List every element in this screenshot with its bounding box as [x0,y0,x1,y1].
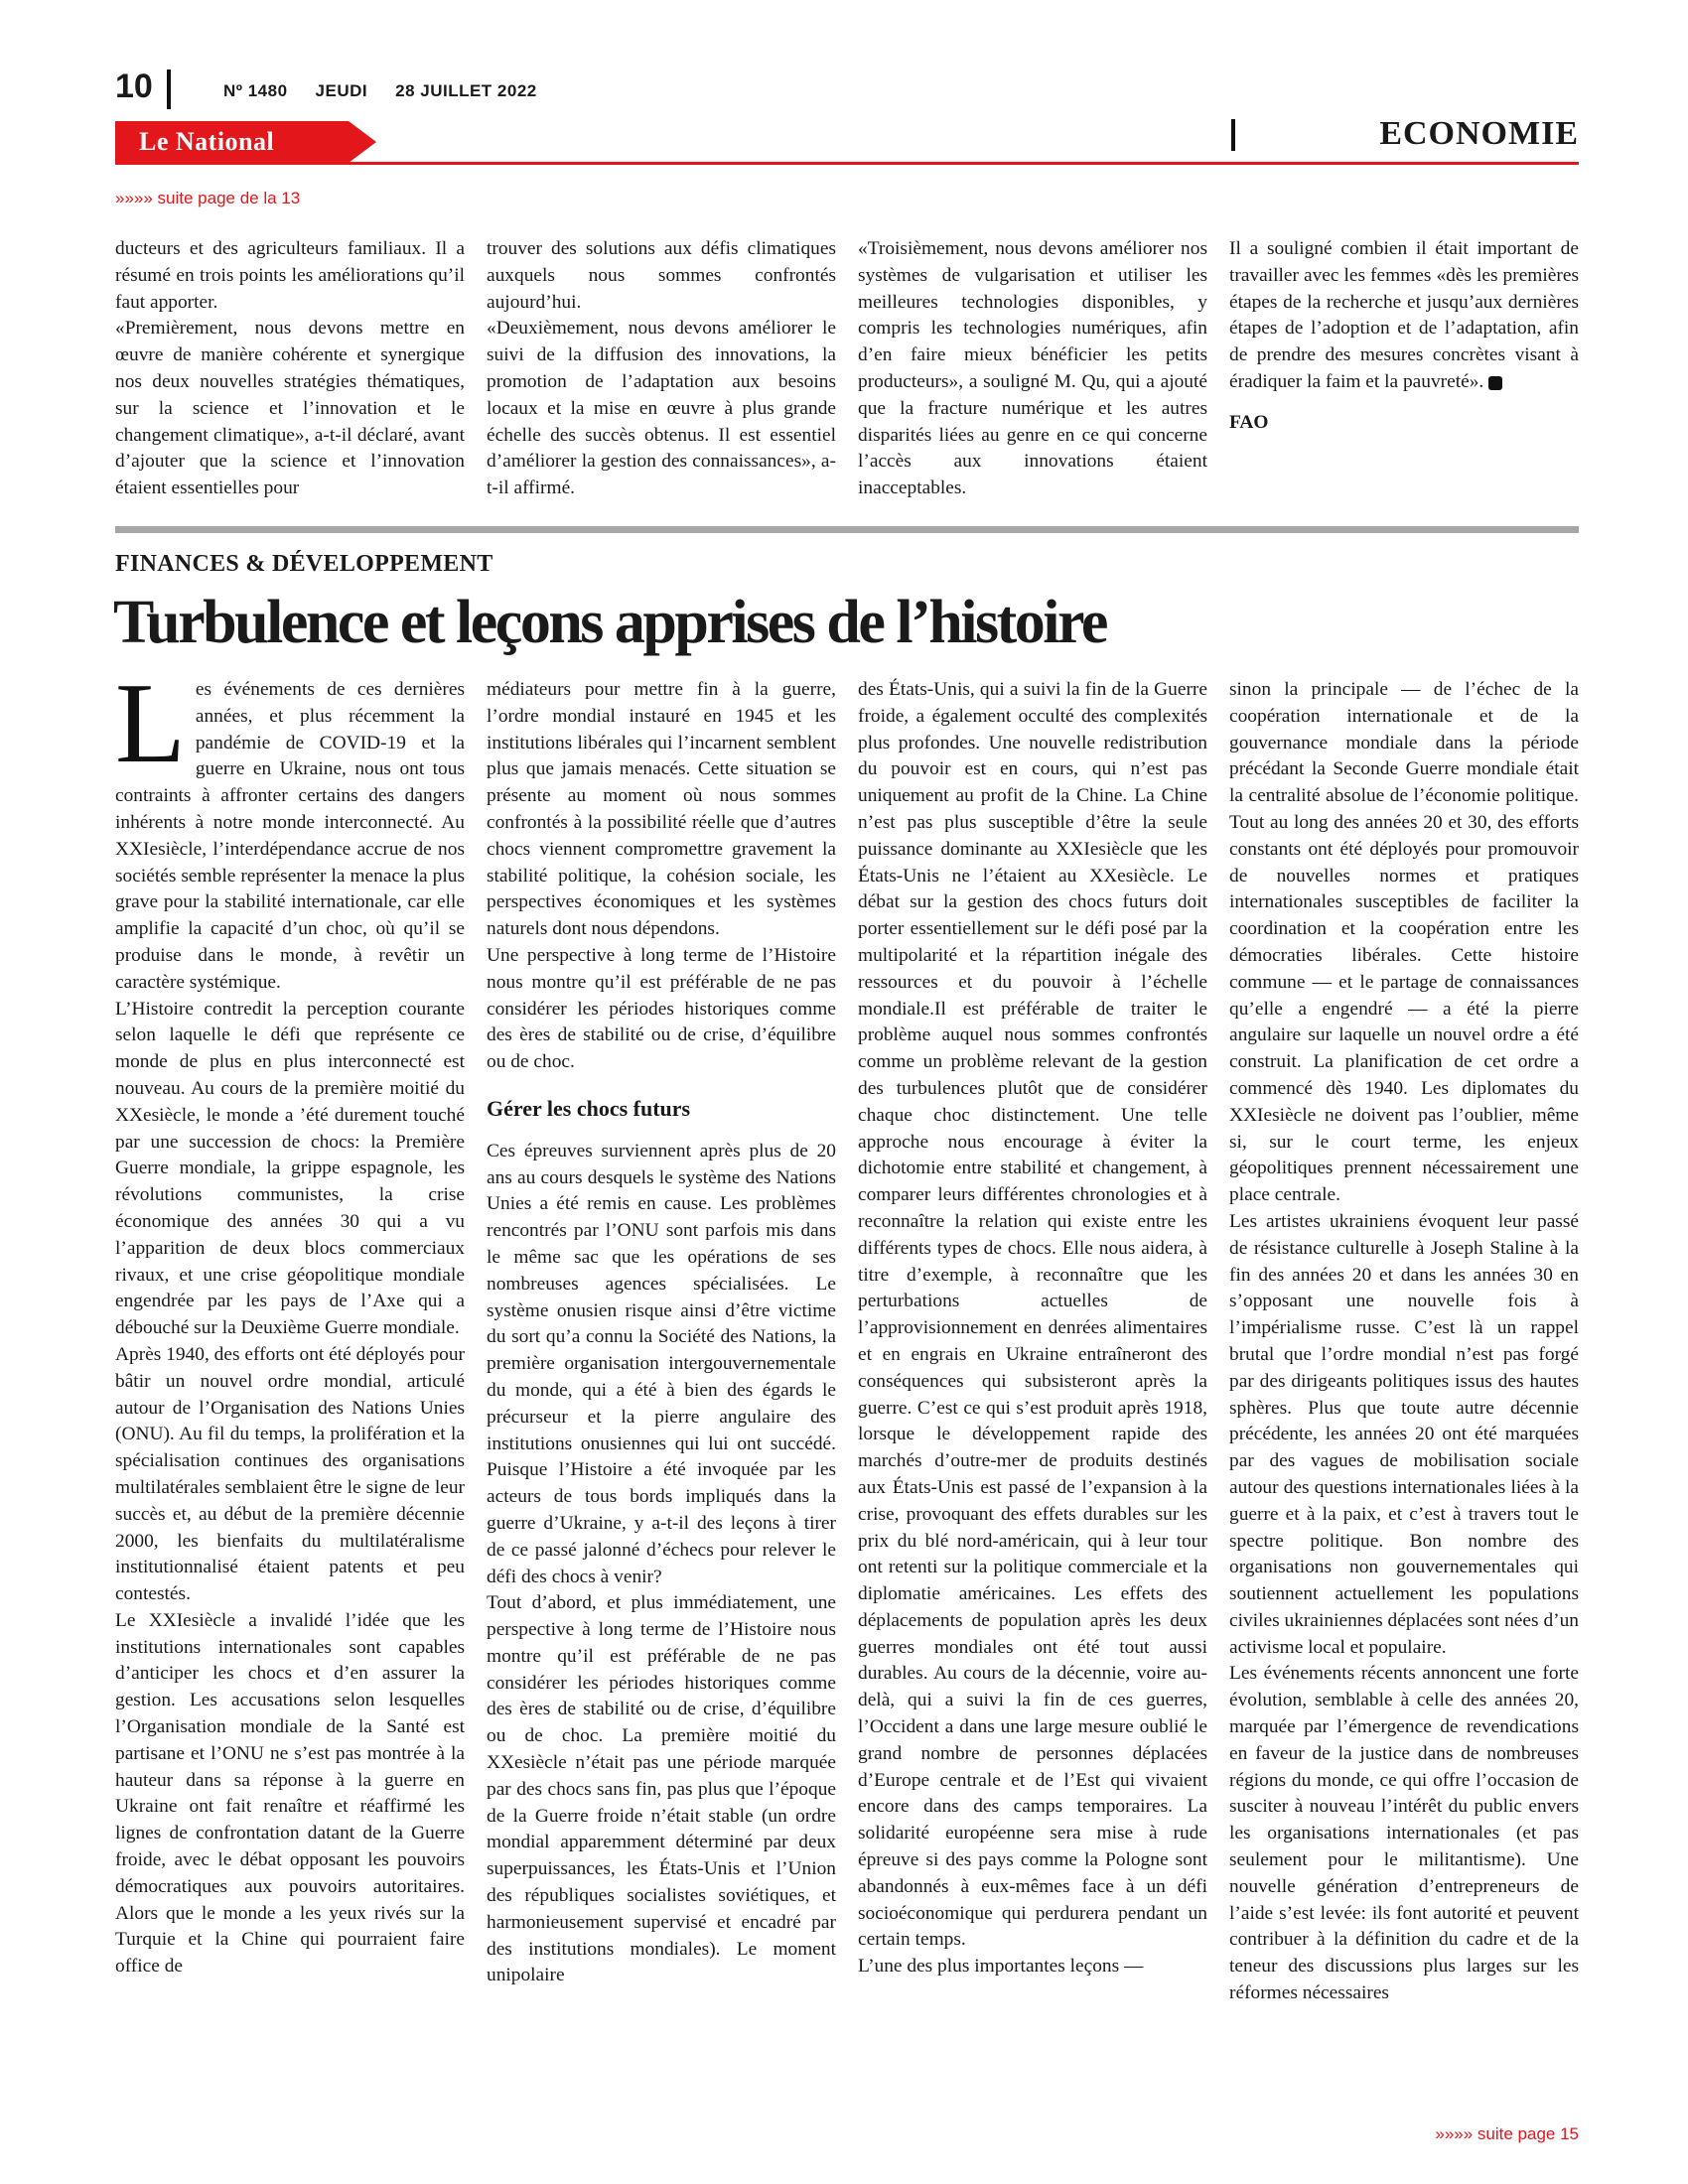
article-col-1 [115,660,465,1980]
paragraph: Il a souligné combien il était important de travailler avec les femmes «dès les premières étapes de la recherche et jusqu’aux dernières étapes de l’adoption et de l’adaptation, afin de prendre des mesures concrètes visant à éradiquer la faim et la pauvreté». [1229,238,1579,392]
drop-cap: L [115,660,186,787]
brand-logo: Le National [139,127,275,156]
issue-date: 28 JUILLET 2022 [395,81,537,100]
page-number: 10 [115,68,153,105]
prev-article-col-4 [1229,236,1579,437]
prev-article-col-2 [487,236,836,502]
section-title: ECONOMIE [1379,115,1579,152]
end-mark-icon [1488,376,1502,390]
page-number-divider [167,69,171,109]
header-red-rule [115,162,1579,165]
paragraph: «Troisièmement, nous devons améliorer nos systèmes de vulgarisation et utiliser les meilleures technologies disponibles, y compris les technologies numériques, afin d’en faire mieux bénéficier les petits producteurs», a souligné M. Qu, qui a ajouté que la fracture numérique et les autres disparités liées au genre en ce qui concerne l’accès aux innovations étaient inacceptables. [858,238,1207,499]
issue-day: JEUDI [315,81,368,100]
continued-to: »»»» suite page 15 [1429,2124,1579,2144]
paragraph: Le XXIesiècle a invalidé l’idée que les institutions internationales sont capables d’anticiper les chocs et d’en assurer la gestion. Les accusations selon lesquelles l’Organisation mondiale de la Santé est partisane et l’ONU ne s’est pas montrée à la hauteur dans sa réponse à la guerre en Ukraine ont fait renaître et réaffirmé les lignes de confrontation datant de la Guerre froide, avec le débat opposant les pouvoirs démocratiques aux pouvoirs autoritaires. Alors que le monde a les yeux rivés sur la Turquie et la Chine qui pourraient faire office de [115,1609,465,1978]
paragraph: Les événements récents annoncent une forte évolution, semblable à celle des années 20, marquée par l’émergence de revendications en faveur de la justice dans de nombreuses régions du monde, ce qui offre l’occasion de susciter à nouveau l’intérêt du public envers les organisations internationales (et pas seulement pour le militantisme). Une nouvelle génération d’entrepreneurs de l’aide s’est levée: ils font autorité et peuvent contribuer à la définition du cadre et de la teneur des discussions plus larges sur les réformes nécessaires [1229,1663,1579,2004]
section-divider [1231,119,1235,151]
article-col-2 [487,677,836,1989]
issue-line [223,81,565,101]
article-headline: Turbulence et leçons apprises de l’histoire [113,589,1106,656]
paragraph: «Premièrement, nous devons mettre en œuvre de manière cohérente et synergique nos deux nouvelles stratégies thématiques, sur la science et l’innovation et le changement climatique», a-t-il déclaré, avant d’ajouter que la science et l’innovation étaient essentielles pour [115,318,465,499]
continued-from: »»»» suite page de la 13 [115,189,301,207]
article-separator [115,526,1579,533]
article-col-3 [858,677,1207,1980]
paragraph: ducteurs et des agriculteurs familiaux. Il a résumé en trois points les améliorations qu’il faut apporter. [115,238,465,313]
issue-number: Nº 1480 [223,81,288,100]
paragraph: L’une des plus importantes leçons — [858,1956,1144,1978]
paragraph: sinon la principale — de l’échec de la coopération internationale et de la gouvernance mondiale dans la période précédant la Seconde Guerre mondiale était la centralité absolue de l’économie politique. Tout au long des années 20 et 30, des efforts constants ont été déployés pour promouvoir de nouvelles normes et pratiques internationales susceptibles de faciliter la coordination et la coopération entre les démocraties libérales. Cette histoire commune — et le partage de connaissances qu’elle a engendré — a été la pierre angulaire sur laquelle un nouvel ordre a été construit. La planification de cet ordre a commencé dès 1940. Les diplomates du XXIesiècle ne doivent pas l’oublier, même si, sur le court terme, les enjeux géopolitiques prennent nécessairement une place centrale. [1229,679,1579,1206]
paragraph: Une perspective à long terme de l’Histoire nous montre qu’il est préférable de ne pas considérer les périodes historiques comme des ères de stabilité ou de crise, d’équilibre ou de choc. [487,944,836,1073]
prev-article-col-3 [858,236,1207,502]
paragraph: Tout d’abord, et plus immédiatement, une perspective à long terme de l’Histoire nous montre qu’il est préférable de ne pas considérer les périodes historiques comme des ères de stabilité ou de crise, d’équilibre ou de choc. La première moitié du XXesiècle n’était pas une période marquée par des chocs sans fin, pas plus que l’époque de la Guerre froide n’était stable (un ordre mondial apparemment déterminé par deux superpuissances, les États-Unis et l’Union des républiques socialistes soviétiques, et harmonieusement supervisé et encadré par des institutions mondiales). Le moment unipolaire [487,1592,836,1986]
paragraph: trouver des solutions aux défis climatiques auxquels nous sommes confrontés aujourd’hui. [487,238,836,313]
article-subhead: Gérer les chocs futurs [487,1095,691,1121]
signature: FAO [1229,411,1269,433]
paragraph: médiateurs pour mettre fin à la guerre, l’ordre mondial instauré en 1945 et les institutions libérales qui l’incarnent semblent plus que jamais menacés. Cette situation se présente au moment où nous sommes confrontés à la possibilité réelle que d’autres chocs viennent compromettre gravement la stabilité politique, la cohésion sociale, les perspectives économiques et les systèmes naturels dont nous dépendons. [487,679,836,940]
paragraph: des États-Unis, qui a suivi la fin de la Guerre froide, a également occulté des complexités plus profondes. Une nouvelle redistribution du pouvoir est en cours, qui n’est pas uniquement au profit de la Chine. La Chine n’est pas plus susceptible d’être la seule puissance dominante au XXIesiècle que les États-Unis ne l’étaient au XXesiècle. Le débat sur la gestion des chocs futurs doit porter essentiellement sur le défi posé par la multipolarité et la répartition inégale des ressources et du pouvoir à l’échelle mondiale.Il est préférable de traiter le problème auquel nous sommes confrontés comme un problème relevant de la gestion des turbulences plutôt que de considérer chaque choc distinctement. Une telle approche nous encourage à éviter la dichotomie entre stabilité et changement, à comparer leurs différentes chronologies et à reconnaître la relation qui existe entre les différents types de chocs. Elle nous aidera, à titre d’exemple, à reconnaître que les perturbations actuelles de l’approvisionnement en denrées alimentaires et en engrais en Ukraine entraîneront des conséquences qui subsisteront après la guerre. C’est ce qui s’est produit après 1918, lorsque le développement rapide des marchés d’outre-mer de produits destinés aux États-Unis est passé de l’expansion à la crise, provoquant des effets durables sur les prix du blé nord-américain, qui à leur tour ont retenti sur la politique commerciale et la diplomatie américaines. Les effets des déplacements de population après les deux guerres mondiales ont été tout aussi durables. Au cours de la décennie, voire au-delà, qui a suivi la fin de ces guerres, l’Occident a dans une large mesure oublié le grand nombre de personnes déplacées d’Europe centrale et de l’Est qui vivaient encore dans des camps temporaires. La solidarité européenne sera mise à rude épreuve si des pays comme la Pologne sont abandonnés à eux-mêmes face à un défi socioéconomique qui perdurera pendant un certain temps. [858,679,1207,1951]
paragraph: Ces épreuves surviennent après plus de 20 ans au cours desquels le système des Nations Unies a été remis en cause. Les problèmes rencontrés par l’ONU sont parfois mis dans le même sac que les opérations de ses nombreuses agences spécialisées. Le système onusien risque ainsi d’être victime du sort qu’a connu la Société des Nations, la première organisation intergouvernementale du monde, qui a été à bien des égards le précurseur et la pierre angulaire des institutions onusiennes qui lui ont succédé. Puisque l’Histoire a été invoquée par les acteurs de tous bords impliqués dans la guerre d’Ukraine, y a-t-il des leçons à tirer de ce passé jalonné d’échecs pour relever le défi des chocs à venir? [487,1140,836,1587]
paragraph: Après 1940, des efforts ont été déployés pour bâtir un nouvel ordre mondial, articulé autour de l’Organisation des Nations Unies (ONU). Au fil du temps, la prolifération et la spécialisation continues des organisations multilatérales semblaient être le signe de leur succès et, au début de la première décennie 2000, les bienfaits du multilatéralisme institutionnalisé étaient patents et peu contestés. [115,1343,465,1605]
prev-article-col-1 [115,236,465,502]
paragraph: «Deuxièmement, nous devons améliorer le suivi de la diffusion des innovations, la promotion de l’adaptation aux besoins locaux et la mise en œuvre à plus grande échelle des succès obtenus. Il est essentiel d’améliorer la gestion des connaissances», a-t-il affirmé. [487,318,836,499]
paragraph: Les artistes ukrainiens évoquent leur passé de résistance culturelle à Joseph Staline à la fin des années 20 et dans les années 30 en s’opposant une nouvelle fois à l’impérialisme russe. C’est là un rappel brutal que l’ordre mondial n’est pas forgé par des dirigeants politiques issus des hautes sphères. Plus que toute autre décennie précédente, les années 20 ont été marquées par des vagues de mobilisation sociale autour des questions internationales liées à la guerre et à la paix, et c’est à travers tout le spectre politique. Bon nombre des organisations non gouvernementales qui soutiennent actuellement les populations civiles ukrainiennes déplacées sont nées d’un activisme local et populaire. [1229,1210,1579,1658]
article-col-4 [1229,677,1579,2007]
paragraph: Les événements de ces dernières années, et plus récemment la pandémie de COVID-19 et la guerre en Ukraine, nous ont tous contraints à affronter certains des dangers inhérents à notre monde interconnecté. Au XXIesiècle, l’interdépendance accrue de nos sociétés semble représenter la menace la plus grave pour la stabilité internationale, car elle amplifie la capacité d’un choc, où qu’il se produise dans le monde, à revêtir un caractère systémique. [115,660,465,993]
paragraph: L’Histoire contredit la perception courante selon laquelle le défi que représente ce monde de plus en plus interconnecté est nouveau. Au cours de la première moitié du XXesiècle, le monde a ’été durement touché par une succession de chocs: la Première Guerre mondiale, la grippe espagnole, les révolutions communistes, la crise économique des années 30 qui a vu l’apparition de deux blocs commerciaux rivaux, et une crise géopolitique mondiale engendrée par les pays de l’Axe qui a débouché sur la Deuxième Guerre mondiale. [115,998,465,1339]
article-kicker: FINANCES & DÉVELOPPEMENT [115,551,493,577]
